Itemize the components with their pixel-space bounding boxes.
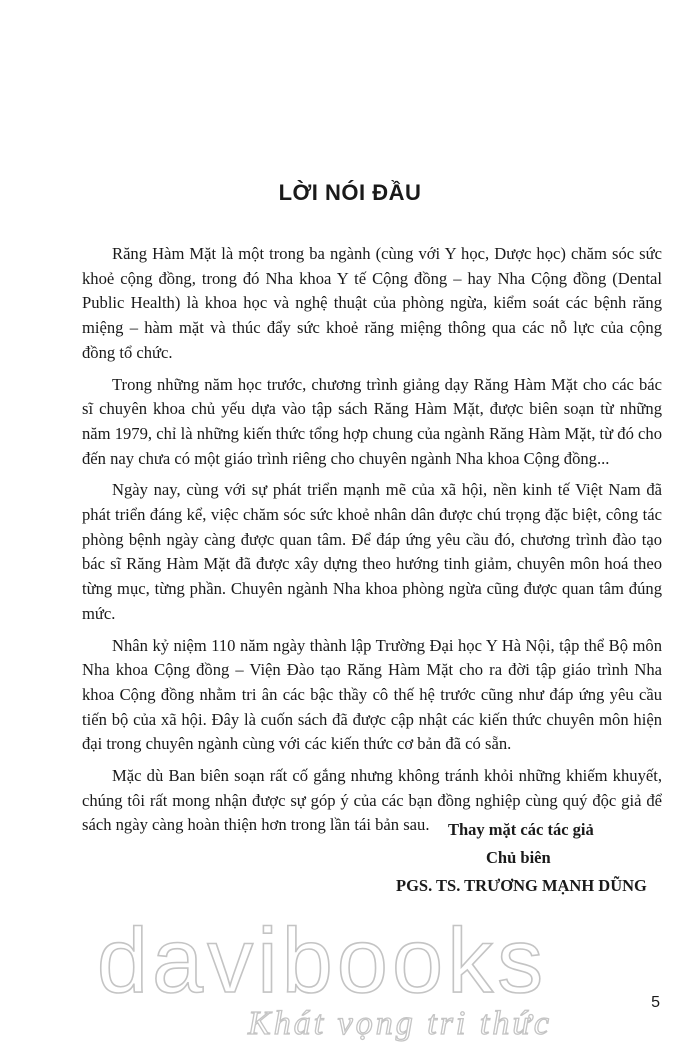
signature-on-behalf: Thay mặt các tác giả [448, 820, 594, 839]
page-number: 5 [651, 994, 660, 1011]
paragraph-4: Nhân kỷ niệm 110 năm ngày thành lập Trường Đại học Y Hà Nội, tập thể Bộ môn Nha khoa Cộng đồng – Viện Đào tạo Răng Hàm Mặt cho ra đời tập giáo trình Nha khoa Cộng đồng nhằm tri ân các bậc thầy cô thế hệ trước cũng như đáp ứng yêu cầu tiến bộ của xã hội. Đây là cuốn sách đã được cập nhật các kiến thức chuyên môn hiện đại trong chuyên ngành cùng với các kiến thức cơ bản đã có sẵn. [82, 635, 662, 754]
paragraph-3: Ngày nay, cùng với sự phát triển mạnh mẽ của xã hội, nền kinh tế Việt Nam đã phát triển đáng kể, việc chăm sóc sức khoẻ nhân dân được chú trọng đặc biệt, công tác phòng bệnh ngày càng được quan tâm. Để đáp ứng yêu cầu đó, chương trình đào tạo bác sĩ Răng Hàm Mặt đã được xây dựng theo hướng tinh giảm, chuyên môn hoá theo từng mục, từng phần. Chuyên ngành Nha khoa phòng ngừa cũng được quan tâm đúng mức. [82, 480, 662, 623]
watermark-logo [0, 910, 700, 1049]
paragraph-5: Mặc dù Ban biên soạn rất cố gắng nhưng không tránh khỏi những khiếm khuyết, chúng tôi rất mong nhận được sự góp ý của các bạn đồng nghiệp cùng quý độc giả để sách ngày càng hoàn thiện hơn trong lần tái bản sau. [82, 766, 662, 835]
signature-block [380, 816, 680, 900]
preface-body [82, 242, 662, 845]
paragraph-1: Răng Hàm Mặt là một trong ba ngành (cùng với Y học, Dược học) chăm sóc sức khoẻ cộng đồng, trong đó Nha khoa Y tế Cộng đồng – hay Nha Cộng đồng (Dental Public Health) là khoa học và nghệ thuật của phòng ngừa, kiểm soát các bệnh răng miệng – hàm mặt và thúc đẩy sức khoẻ răng miệng thông qua các nỗ lực của cộng đồng tổ chức. [82, 244, 662, 362]
watermark-brand: davibooks [96, 910, 548, 1012]
watermark-tagline: Khát vọng tri thức [248, 1005, 552, 1042]
signature-author: PGS. TS. TRƯƠNG MẠNH DŨNG [396, 876, 647, 895]
page-title: LỜI NÓI ĐẦU [278, 180, 422, 205]
signature-role: Chủ biên [486, 848, 551, 867]
paragraph-2: Trong những năm học trước, chương trình giảng dạy Răng Hàm Mặt cho các bác sĩ chuyên khoa chủ yếu dựa vào tập sách Răng Hàm Mặt, được biên soạn từ những năm 1979, chỉ là những kiến thức tổng hợp chung của ngành Răng Hàm Mặt, từ đó cho đến nay chưa có một giáo trình riêng cho chuyên ngành Nha khoa Cộng đồng... [82, 374, 663, 468]
